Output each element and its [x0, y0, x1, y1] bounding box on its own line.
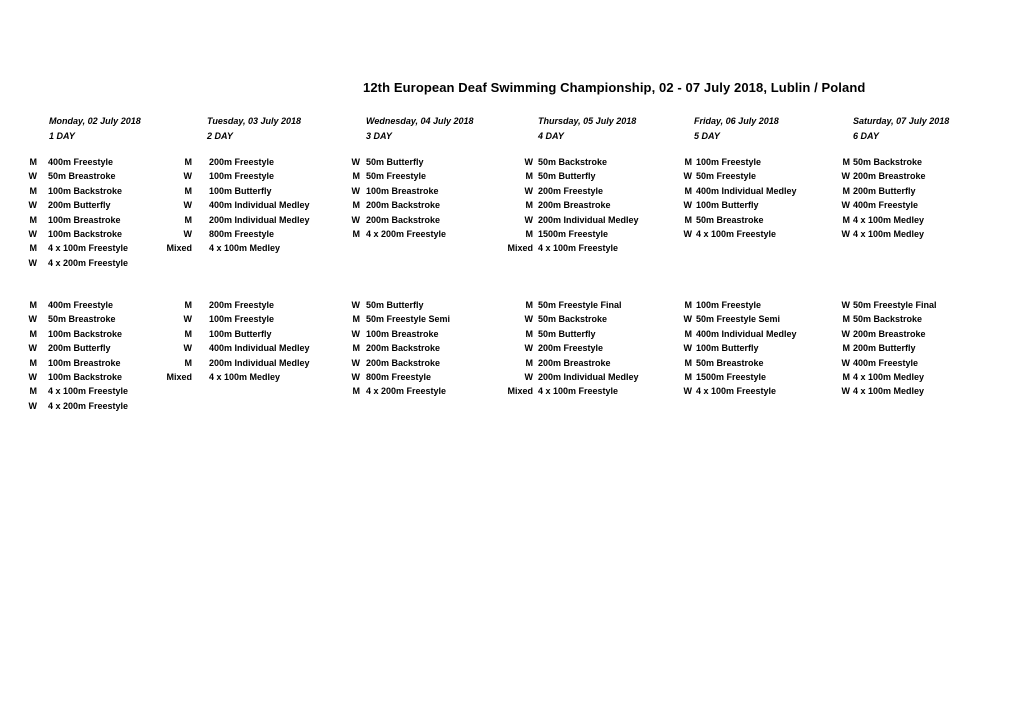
- event-name: 400m Freestyle: [48, 300, 114, 310]
- event-name: 50m Butterfly: [538, 171, 596, 182]
- event-name: 50m Butterfly: [538, 328, 596, 339]
- event-row: [0, 341, 1024, 355]
- event-name: 50m Backstroke: [538, 157, 608, 167]
- gender-code: Mixed: [166, 243, 192, 254]
- gender-code: W: [28, 343, 37, 354]
- day-header-4: [538, 114, 636, 144]
- gender-code: M: [842, 314, 850, 325]
- event-name: 200m Butterfly: [48, 343, 111, 354]
- day-label: 4 DAY: [538, 131, 564, 141]
- day-date: Friday, 06 July 2018: [694, 116, 779, 126]
- page-title: 12th European Deaf Swimming Championship, 02 - 07 July 2018, Lublin / Poland: [363, 80, 866, 95]
- gender-code: M: [29, 328, 37, 339]
- gender-code: W: [841, 357, 850, 368]
- event-row: [0, 384, 1024, 398]
- event-name: 200m Individual Medley: [538, 214, 639, 225]
- event-name: 100m Breastroke: [366, 328, 439, 339]
- gender-code: M: [184, 185, 192, 196]
- gender-code: W: [683, 200, 692, 211]
- event-name: 50m Breastroke: [48, 314, 116, 325]
- event-row: [0, 155, 1024, 169]
- event-name: 1500m Freestyle: [538, 229, 609, 239]
- event-name: 50m Freestyle Semi: [696, 314, 781, 325]
- event-name: 100m Freestyle: [209, 314, 275, 325]
- gender-code: W: [524, 314, 533, 325]
- gender-code: M: [842, 214, 850, 225]
- event-name: 400m Individual Medley: [209, 343, 310, 354]
- gender-code: M: [525, 200, 533, 211]
- gender-code: M: [29, 243, 37, 254]
- gender-code: W: [841, 229, 850, 239]
- gender-code: M: [29, 300, 37, 310]
- event-name: 100m Butterfly: [209, 328, 272, 339]
- day-header-3: [366, 114, 474, 144]
- event-row: [0, 312, 1024, 326]
- event-name: 100m Breastroke: [48, 357, 121, 368]
- event-name: 4 x 100m Freestyle: [48, 386, 129, 397]
- gender-code: W: [183, 171, 192, 182]
- event-row: [0, 184, 1024, 198]
- event-name: 200m Individual Medley: [209, 357, 310, 368]
- gender-code: W: [841, 328, 850, 339]
- event-name: 200m Backstroke: [366, 343, 441, 354]
- gender-code: M: [525, 171, 533, 182]
- day-label: 1 DAY: [49, 131, 75, 141]
- event-name: 100m Backstroke: [48, 372, 123, 382]
- event-name: 1500m Freestyle: [696, 372, 767, 382]
- event-name: 50m Breastroke: [48, 171, 116, 182]
- day-label: 2 DAY: [207, 131, 233, 141]
- day-header-1: [49, 114, 141, 144]
- gender-code: M: [684, 157, 692, 167]
- event-name: 50m Backstroke: [853, 157, 923, 167]
- gender-code: M: [184, 157, 192, 167]
- event-name: 200m Individual Medley: [209, 214, 310, 225]
- gender-code: M: [684, 328, 692, 339]
- gender-code: W: [28, 372, 37, 382]
- event-name: 4 x 100m Freestyle: [538, 386, 619, 397]
- day-label: 6 DAY: [853, 131, 879, 141]
- event-name: 200m Freestyle: [538, 185, 604, 196]
- gender-code: W: [28, 314, 37, 325]
- event-name: 200m Backstroke: [366, 357, 441, 368]
- event-name: 200m Butterfly: [853, 343, 916, 354]
- event-name: 400m Freestyle: [853, 200, 919, 211]
- gender-code: W: [351, 328, 360, 339]
- gender-code: M: [684, 214, 692, 225]
- day-date: Saturday, 07 July 2018: [853, 116, 950, 126]
- gender-code: M: [352, 314, 360, 325]
- event-name: 4 x 100m Medley: [853, 229, 925, 239]
- event-row: [0, 370, 1024, 384]
- event-name: 200m Breastroke: [853, 171, 926, 182]
- gender-code: M: [525, 229, 533, 239]
- day-date: Wednesday, 04 July 2018: [366, 116, 474, 126]
- gender-code: W: [28, 400, 37, 411]
- gender-code: M: [29, 185, 37, 196]
- gender-code: M: [525, 357, 533, 368]
- event-row: [0, 198, 1024, 212]
- gender-code: W: [524, 343, 533, 354]
- gender-code: W: [841, 300, 850, 310]
- event-name: 4 x 100m Medley: [209, 372, 281, 382]
- gender-code: W: [524, 372, 533, 382]
- event-name: 50m Butterfly: [366, 157, 424, 167]
- gender-code: M: [352, 229, 360, 239]
- gender-code: M: [184, 328, 192, 339]
- event-name: 100m Freestyle: [696, 157, 762, 167]
- event-name: 4 x 100m Freestyle: [696, 386, 777, 397]
- day-header-2: [207, 114, 301, 144]
- event-name: 100m Breastroke: [366, 185, 439, 196]
- event-row: [0, 213, 1024, 227]
- event-name: 800m Freestyle: [209, 229, 275, 239]
- day-label: 3 DAY: [366, 131, 392, 141]
- gender-code: W: [524, 214, 533, 225]
- day-header-6: [853, 114, 949, 144]
- day-header-5: [694, 114, 779, 144]
- event-row: [0, 256, 1024, 270]
- day-date: Tuesday, 03 July 2018: [207, 116, 302, 126]
- event-name: 100m Butterfly: [696, 343, 759, 354]
- event-row: [0, 298, 1024, 312]
- event-name: 400m Individual Medley: [696, 328, 797, 339]
- event-name: 100m Backstroke: [48, 229, 123, 239]
- gender-code: W: [183, 343, 192, 354]
- gender-code: M: [29, 157, 37, 167]
- gender-code: M: [684, 372, 692, 382]
- gender-code: W: [683, 343, 692, 354]
- event-row: [0, 169, 1024, 183]
- gender-code: W: [28, 200, 37, 211]
- event-name: 50m Butterfly: [366, 300, 424, 310]
- gender-code: W: [28, 257, 37, 268]
- gender-code: M: [684, 300, 692, 310]
- event-name: 4 x 100m Freestyle: [538, 243, 619, 254]
- event-name: 100m Butterfly: [696, 200, 759, 211]
- gender-code: W: [351, 214, 360, 225]
- event-name: 50m Freestyle Final: [538, 300, 622, 310]
- gender-code: M: [684, 357, 692, 368]
- gender-code: M: [184, 214, 192, 225]
- event-name: 200m Breastroke: [853, 328, 926, 339]
- event-name: 4 x 200m Freestyle: [366, 229, 447, 239]
- gender-code: W: [841, 386, 850, 397]
- gender-code: M: [29, 214, 37, 225]
- event-name: 50m Backstroke: [853, 314, 923, 325]
- gender-code: M: [352, 200, 360, 211]
- event-name: 400m Individual Medley: [209, 200, 310, 211]
- event-name: 200m Backstroke: [366, 214, 441, 225]
- gender-code: Mixed: [507, 386, 533, 397]
- event-name: 200m Backstroke: [366, 200, 441, 211]
- event-row: [0, 356, 1024, 370]
- event-name: 50m Freestyle Semi: [366, 314, 451, 325]
- event-name: 4 x 100m Medley: [209, 243, 281, 254]
- gender-code: W: [28, 229, 37, 239]
- event-name: 100m Freestyle: [696, 300, 762, 310]
- event-name: 4 x 200m Freestyle: [366, 386, 447, 397]
- gender-code: M: [525, 328, 533, 339]
- event-name: 200m Freestyle: [209, 300, 275, 310]
- gender-code: M: [842, 343, 850, 354]
- gender-code: W: [183, 200, 192, 211]
- gender-code: M: [29, 386, 37, 397]
- event-name: 200m Freestyle: [538, 343, 604, 354]
- gender-code: M: [29, 357, 37, 368]
- event-name: 50m Freestyle: [696, 171, 757, 182]
- event-name: 4 x 200m Freestyle: [48, 400, 129, 411]
- gender-code: W: [183, 229, 192, 239]
- event-name: 50m Breastroke: [696, 214, 764, 225]
- gender-code: W: [351, 157, 360, 167]
- event-row: [0, 399, 1024, 413]
- event-name: 400m Individual Medley: [696, 185, 797, 196]
- gender-code: M: [352, 171, 360, 182]
- event-row: [0, 227, 1024, 241]
- event-name: 100m Butterfly: [209, 185, 272, 196]
- gender-code: W: [683, 386, 692, 397]
- event-name: 4 x 100m Freestyle: [48, 243, 129, 254]
- event-name: 400m Freestyle: [48, 157, 114, 167]
- event-name: 4 x 100m Medley: [853, 386, 925, 397]
- gender-code: M: [184, 300, 192, 310]
- event-name: 4 x 100m Medley: [853, 214, 925, 225]
- event-name: 200m Individual Medley: [538, 372, 639, 382]
- gender-code: Mixed: [166, 372, 192, 382]
- gender-code: W: [183, 314, 192, 325]
- event-name: 100m Backstroke: [48, 328, 123, 339]
- event-name: 50m Backstroke: [538, 314, 608, 325]
- event-name: 4 x 200m Freestyle: [48, 257, 129, 268]
- gender-code: W: [524, 157, 533, 167]
- gender-code: W: [841, 200, 850, 211]
- event-name: 50m Freestyle Final: [853, 300, 937, 310]
- event-name: 200m Breastroke: [538, 200, 611, 211]
- event-row: [0, 241, 1024, 255]
- day-date: Thursday, 05 July 2018: [538, 116, 637, 126]
- day-date: Monday, 02 July 2018: [49, 116, 141, 126]
- gender-code: W: [683, 229, 692, 239]
- day-label: 5 DAY: [694, 131, 720, 141]
- gender-code: M: [842, 185, 850, 196]
- event-name: 100m Breastroke: [48, 214, 121, 225]
- gender-code: W: [683, 171, 692, 182]
- event-name: 200m Breastroke: [538, 357, 611, 368]
- gender-code: M: [184, 357, 192, 368]
- event-name: 50m Freestyle: [366, 171, 427, 182]
- gender-code: W: [351, 357, 360, 368]
- gender-code: M: [352, 386, 360, 397]
- gender-code: W: [351, 372, 360, 382]
- gender-code: M: [842, 372, 850, 382]
- event-name: 200m Butterfly: [48, 200, 111, 211]
- gender-code: M: [525, 300, 533, 310]
- event-name: 50m Breastroke: [696, 357, 764, 368]
- gender-code: W: [841, 171, 850, 182]
- gender-code: M: [842, 157, 850, 167]
- gender-code: M: [352, 343, 360, 354]
- gender-code: W: [28, 171, 37, 182]
- event-name: 100m Freestyle: [209, 171, 275, 182]
- gender-code: W: [683, 314, 692, 325]
- gender-code: Mixed: [507, 243, 533, 254]
- gender-code: W: [524, 185, 533, 196]
- gender-code: M: [684, 185, 692, 196]
- gender-code: W: [351, 300, 360, 310]
- event-name: 100m Backstroke: [48, 185, 123, 196]
- event-name: 400m Freestyle: [853, 357, 919, 368]
- event-name: 4 x 100m Medley: [853, 372, 925, 382]
- gender-code: W: [351, 185, 360, 196]
- event-name: 200m Butterfly: [853, 185, 916, 196]
- event-name: 800m Freestyle: [366, 372, 432, 382]
- event-name: 200m Freestyle: [209, 157, 275, 167]
- event-name: 4 x 100m Freestyle: [696, 229, 777, 239]
- event-row: [0, 327, 1024, 341]
